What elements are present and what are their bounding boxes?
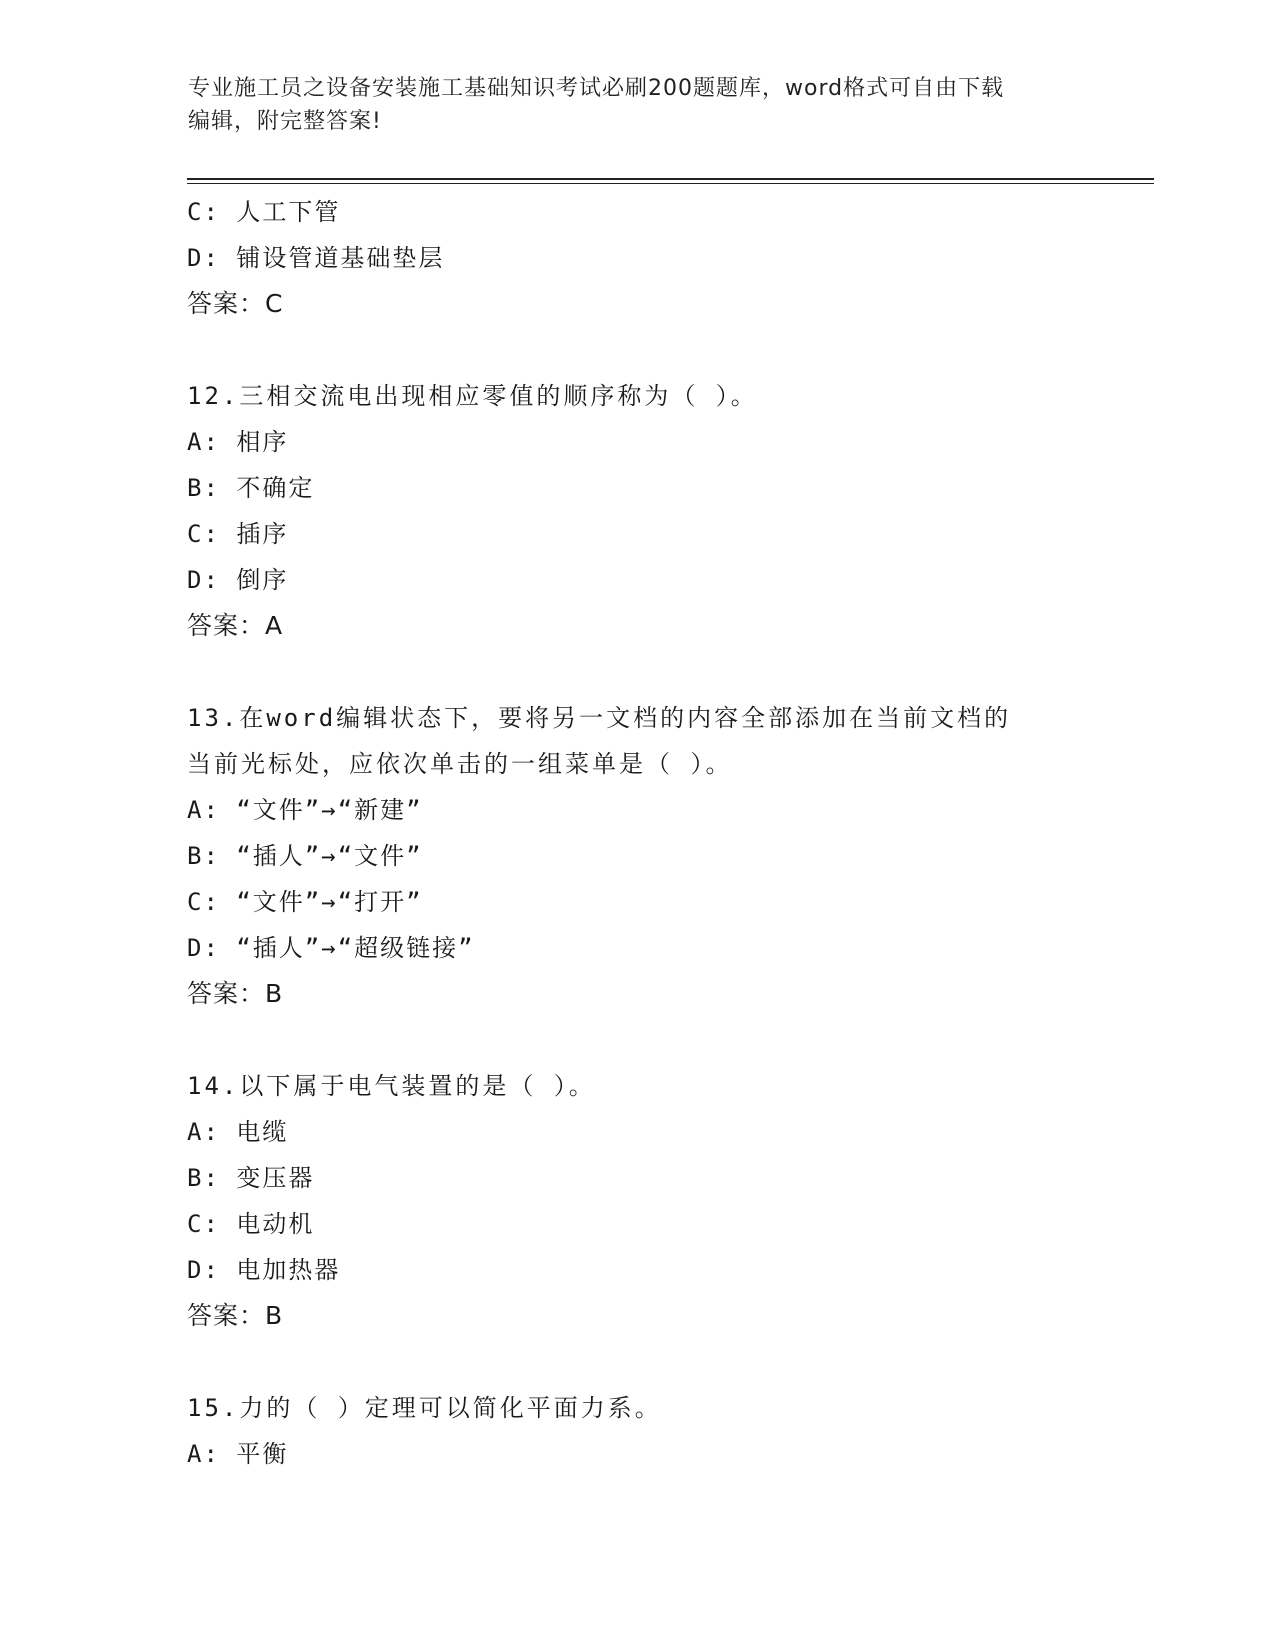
document-header xyxy=(188,72,1088,138)
option-d: D: 铺设管道基础垫层 xyxy=(187,244,445,272)
answer-line: 答案：C xyxy=(187,289,284,318)
option-c: C: 插序 xyxy=(187,520,289,548)
spacer xyxy=(187,327,1087,373)
option-d: D: “插人”→“超级链接” xyxy=(187,934,475,962)
question-text-continued: 当前光标处，应依次单击的一组菜单是（ ）。 xyxy=(187,750,733,778)
header-divider-thick xyxy=(187,178,1154,180)
question-text: 15.力的（ ）定理可以简化平面力系。 xyxy=(187,1394,662,1422)
option-a: A: “文件”→“新建” xyxy=(187,796,423,824)
option-c: C: 人工下管 xyxy=(187,198,341,226)
spacer xyxy=(187,1017,1087,1063)
answer-line: 答案：A xyxy=(187,611,284,640)
option-b: B: 变压器 xyxy=(187,1164,315,1192)
option-d: D: 电加热器 xyxy=(187,1256,341,1284)
option-a: A: 平衡 xyxy=(187,1440,289,1468)
spacer xyxy=(187,649,1087,695)
option-b: B: “插人”→“文件” xyxy=(187,842,423,870)
question-block-14 xyxy=(187,1063,1087,1339)
option-d: D: 倒序 xyxy=(187,566,289,594)
question-text: 12.三相交流电出现相应零值的顺序称为（ ）。 xyxy=(187,382,758,410)
question-content xyxy=(187,189,1087,1477)
header-divider-thin xyxy=(187,183,1154,184)
option-a: A: 电缆 xyxy=(187,1118,289,1146)
option-c: C: “文件”→“打开” xyxy=(187,888,423,916)
option-b: B: 不确定 xyxy=(187,474,315,502)
question-text: 13.在word编辑状态下，要将另一文档的内容全部添加在当前文档的 xyxy=(187,704,1012,732)
spacer xyxy=(187,1339,1087,1385)
header-title-line-2: 编辑，附完整答案! xyxy=(188,109,382,134)
header-title-line-1: 专业施工员之设备安装施工基础知识考试必刷200题题库，word格式可自由下载 xyxy=(188,76,1005,101)
question-block-11 xyxy=(187,189,1087,327)
question-block-12 xyxy=(187,373,1087,649)
question-block-15 xyxy=(187,1385,1087,1477)
option-a: A: 相序 xyxy=(187,428,289,456)
answer-line: 答案：B xyxy=(187,1301,284,1330)
option-c: C: 电动机 xyxy=(187,1210,315,1238)
answer-line: 答案：B xyxy=(187,979,284,1008)
question-block-13 xyxy=(187,695,1087,1017)
question-text: 14.以下属于电气装置的是（ ）。 xyxy=(187,1072,596,1100)
